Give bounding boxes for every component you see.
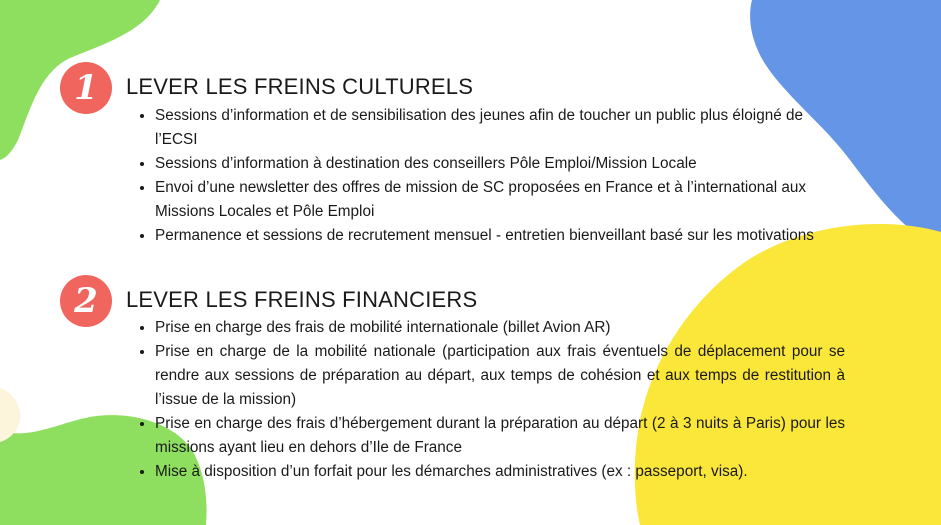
number-badge bbox=[60, 62, 112, 114]
list-item: • Envoi d’une newsletter des offres de mission de SC proposées en France et à l’international aux Missions Locales et Pôle Emploi bbox=[155, 176, 845, 224]
section-title: LEVER LES FREINS CULTURELS bbox=[126, 74, 474, 99]
list-item: • Permanence et sessions de recrutement mensuel - entretien bienveillant basé sur les motivations bbox=[155, 224, 845, 248]
bullet-list bbox=[134, 316, 845, 484]
list-item: • Mise à disposition d’un forfait pour les démarches administratives (ex : passeport, visa). bbox=[155, 460, 845, 484]
badge-number: 1 bbox=[74, 68, 98, 108]
bullet-list bbox=[134, 104, 845, 248]
list-item: • Prise en charge de la mobilité nationale (participation aux frais éventuels de déplacement pour se rendre aux sessions de préparation au départ, aux temps de cohésion et aux temps de restitution à l’issue de la mission) bbox=[155, 340, 845, 412]
badge-number: 2 bbox=[74, 281, 98, 321]
number-badge bbox=[60, 275, 112, 327]
list-item: • Prise en charge des frais de mobilité internationale (billet Avion AR) bbox=[155, 316, 845, 340]
list-item: • Sessions d’information et de sensibilisation des jeunes afin de toucher un public plus éloigné de l’ECSI bbox=[155, 104, 845, 152]
section-title: LEVER LES FREINS FINANCIERS bbox=[126, 287, 478, 312]
list-item: • Prise en charge des frais d’hébergement durant la préparation au départ (2 à 3 nuits à Paris) pour les missions ayant lieu en dehors d’Ile de France bbox=[155, 412, 845, 460]
list-item: • Sessions d’information à destination des conseillers Pôle Emploi/Mission Locale bbox=[155, 152, 845, 176]
